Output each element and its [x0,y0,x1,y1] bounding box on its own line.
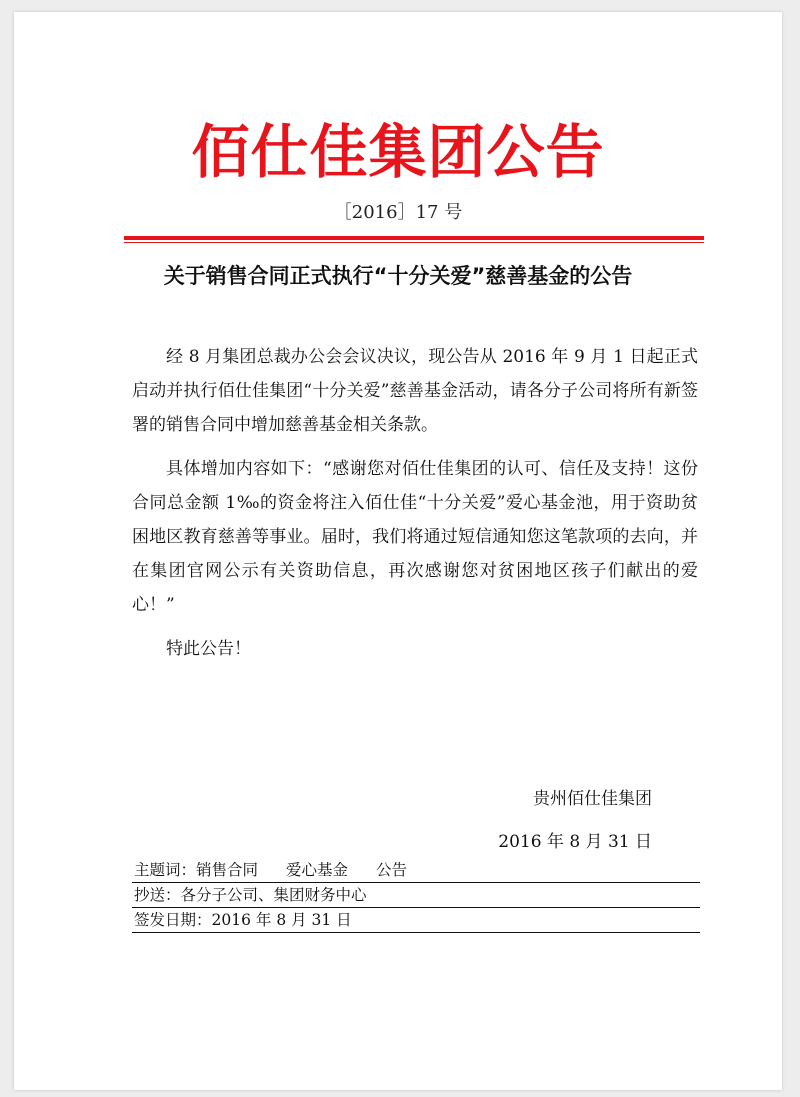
masthead-title: 佰仕佳集团公告 [191,118,605,186]
cc-row [132,883,700,908]
document-footer [132,858,700,933]
subject-term: 爱心基金 [286,861,349,879]
body-paragraph-2: 具体增加内容如下：“感谢您对佰仕佳集团的认可、信任及支持！这份合同总金额 1‰的资金将注入佰仕佳“十分关爱”爱心基金池，用于资助贫困地区教育慈善等事业。届时，我们将通过短信通知您这笔款项的去向，并在集团官网公示有关资助信息，再次感谢您对贫困地区孩子们献出的爱心！” [132,459,698,615]
issue-date: 2016 年 8 月 31 日 [498,832,652,852]
body-paragraph-1: 经 8 月集团总裁办公会会议决议，现公告从 2016 年 9 月 1 日起正式启动并执行佰仕佳集团“十分关爱”慈善基金活动，请各分子公司将所有新签署的销售合同中增加慈善基金相关条款。 [132,347,698,435]
subject-terms-row [132,858,700,883]
subject-term: 销售合同 [196,861,259,879]
subject-term: 公告 [376,861,408,879]
issuer-name: 贵州佰仕佳集团 [533,789,652,809]
document-page [14,12,782,1090]
cc-value: 各分子公司、集团财务中心 [180,886,367,904]
issue-date-label: 签发日期： [134,911,212,929]
document-number: ［2016］17 号 [333,202,463,223]
red-divider-thin [124,242,704,243]
cc-label: 抄送： [134,886,181,904]
issue-date-value: 2016 年 8 月 31 日 [211,911,352,929]
issue-date-row [132,908,700,933]
announcement-title: 关于销售合同正式执行“十分关爱”慈善基金的公告 [163,264,633,288]
subject-terms-label: 主题词： [134,861,197,879]
body-paragraph-3: 特此公告！ [166,639,251,659]
red-divider-thick [124,236,704,240]
announcement-body [132,340,698,676]
